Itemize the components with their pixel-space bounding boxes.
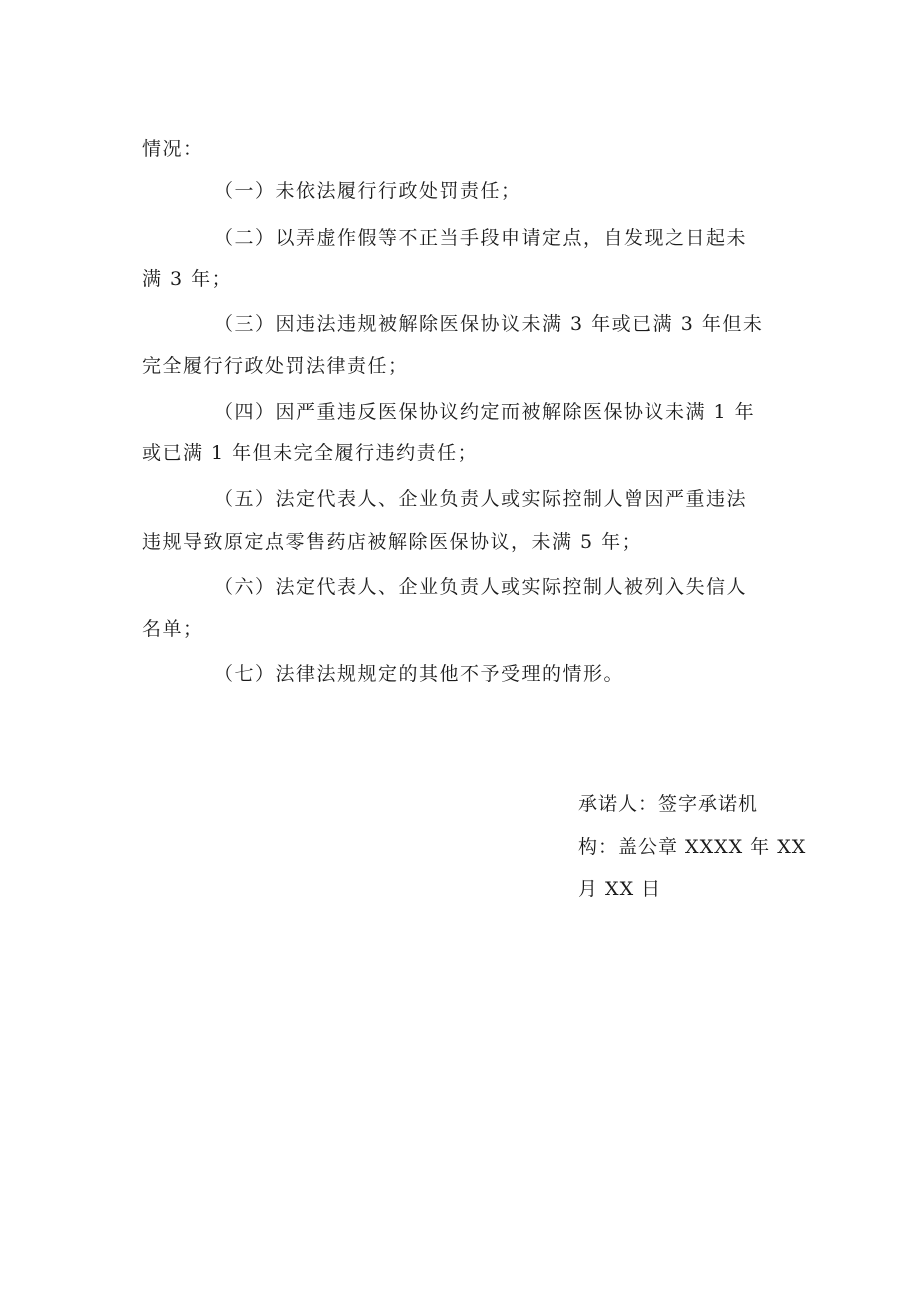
clause-3-line-1: （三）因违法违规被解除医保协议未满 3 年或已满 3 年但未	[214, 313, 764, 335]
clause-5-line-1: （五）法定代表人、企业负责人或实际控制人曾因严重违法	[214, 488, 748, 510]
signature-line-2: 构：盖公章 XXXX 年 XX	[578, 836, 807, 858]
clause-6-line-1: （六）法定代表人、企业负责人或实际控制人被列入失信人	[214, 576, 748, 598]
clause-4-line-1: （四）因严重违反医保协议约定而被解除医保协议未满 1 年	[214, 401, 756, 423]
signature-line-3: 月 XX 日	[578, 878, 662, 900]
signature-line-1: 承诺人：签字承诺机	[578, 793, 759, 815]
clause-2-line-2: 满 3 年；	[142, 268, 233, 290]
intro-line: 情况：	[142, 138, 204, 160]
clause-6-line-2: 名单；	[142, 618, 204, 640]
clause-3-line-2: 完全履行行政处罚法律责任；	[142, 355, 409, 377]
clause-5-line-2: 违规导致原定点零售药店被解除医保协议，未满 5 年；	[142, 531, 643, 553]
clause-7: （七）法律法规规定的其他不予受理的情形。	[214, 663, 625, 685]
clause-1: （一）未依法履行行政处罚责任；	[214, 180, 522, 202]
clause-2-line-1: （二）以弄虚作假等不正当手段申请定点，自发现之日起未	[214, 227, 748, 249]
clause-4-line-2: 或已满 1 年但未完全履行违约责任；	[142, 442, 479, 464]
